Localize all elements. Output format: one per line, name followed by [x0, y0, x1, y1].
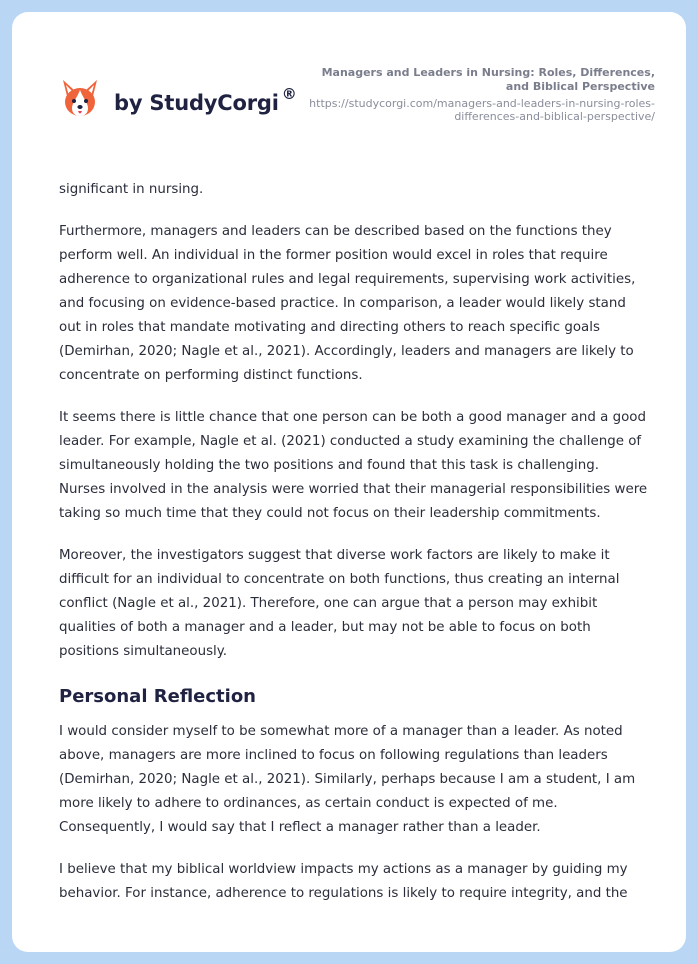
paragraph: significant in nursing.: [59, 182, 204, 197]
paragraph: Moreover, the investigators suggest that diverse work factors are likely to make it difficult for an individual to concentrate on both functions, thus creating an internal conflict (Nagle et al., 2021). Therefore, one can argue that a person may exhibit qualities of both a manager and a leader, but may not be able to focus on both positions simultaneously.: [59, 548, 620, 659]
document-meta: [295, 66, 655, 123]
registered-mark: ®: [281, 84, 297, 103]
paragraph: Furthermore, managers and leaders can be described based on the functions they perform well. An individual in the former position would excel in roles that require adherence to organizational rules and legal requirements, supervising work activities, and focusing on evidence-based practice. In comparison, a leader would likely stand out in roles that mandate motivating and directing others to reach specific goals (Demirhan, 2020; Nagle et al., 2021). Accordingly, leaders and managers are likely to concentrate on performing distinct functions.: [59, 224, 636, 383]
document-url-link[interactable]: https://studycorgi.com/managers-and-leaders-in-nursing-roles-differences-and-biblical-perspective/: [309, 97, 655, 123]
studycorgi-logo[interactable]: [60, 76, 297, 120]
page-header: [12, 12, 686, 162]
paragraph: I would consider myself to be somewhat more of a manager than a leader. As noted above, managers are more inclined to focus on following regulations than leaders (Demirhan, 2020; Nagle et al., 2021). Similarly, perhaps because I am a student, I am more likely to adhere to ordinances, as certain conduct is expected of me. Consequently, I would say that I reflect a manager rather than a leader.: [59, 724, 636, 835]
corgi-logo-icon: [60, 76, 100, 120]
section-heading: Personal Reflection: [59, 686, 256, 707]
paragraph: I believe that my biblical worldview impacts my actions as a manager by guiding my behavior. For instance, adherence to regulations is likely to require integrity, and the: [59, 862, 628, 901]
document-page: [12, 12, 686, 952]
brand-name: by StudyCorgi ®: [114, 84, 297, 115]
document-body: [59, 178, 649, 924]
paragraph: It seems there is little chance that one person can be both a good manager and a good leader. For example, Nagle et al. (2021) conducted a study examining the challenge of simultaneously holding the two positions and found that this task is challenging. Nurses involved in the analysis were worried that their managerial responsibilities were taking so much time that they could not focus on their leadership commitments.: [59, 410, 648, 521]
document-title: Managers and Leaders in Nursing: Roles, Differences, and Biblical Perspective: [321, 66, 655, 93]
